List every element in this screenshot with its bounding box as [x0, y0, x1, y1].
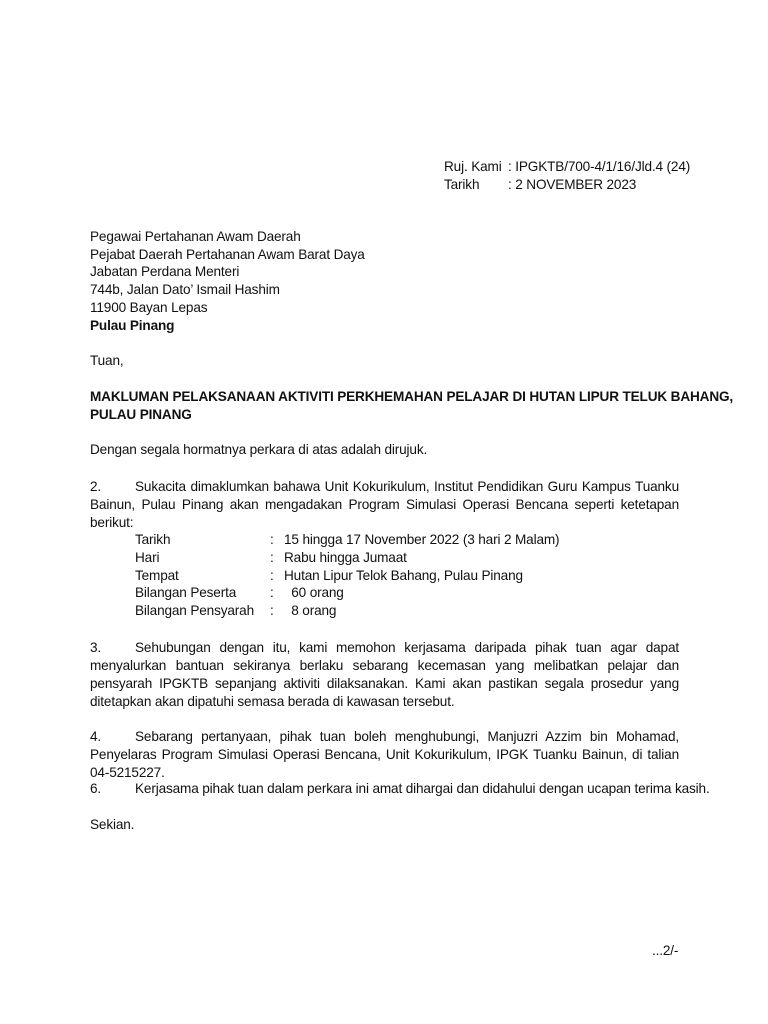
detail-row — [135, 531, 559, 549]
recipient-line-1: Pegawai Pertahanan Awam Daerah — [90, 229, 301, 244]
programme-details — [135, 531, 559, 620]
detail-key: Hari — [135, 549, 160, 565]
recipient-line-4: 744b, Jalan Dato’ Ismail Hashim — [90, 282, 280, 297]
paragraph-6 — [90, 781, 710, 796]
page-continuation-marker: ...2/- — [652, 943, 679, 958]
salutation: Tuan, — [90, 353, 124, 368]
detail-key: Tempat — [135, 567, 179, 583]
paragraph-3 — [90, 639, 679, 711]
tarikh-label: Tarikh — [444, 177, 480, 192]
paragraph-3-text: Sehubungan dengan itu, kami memohon kerjasama daripada pihak tuan agar dapat menyalurkan bantuan sekiranya berlaku sebarang kecemasan yang melibatkan pelajar dan pensyarah IPGKTB sepanjang aktiviti dilaksanakan. Kami akan pastikan segala prosedur yang ditetapkan akan dipatuhi semasa berada di kawasan tersebut. — [90, 640, 679, 709]
paragraph-6-number: 6. — [90, 781, 102, 796]
detail-row — [135, 567, 559, 585]
paragraph-2-number: 2. — [90, 479, 102, 494]
closing: Sekian. — [90, 817, 135, 832]
detail-value: 60 orang — [284, 585, 344, 601]
detail-row — [135, 584, 559, 602]
detail-separator: : — [270, 585, 274, 601]
ruj-value: : IPGKTB/700-4/1/16/Jld.4 (24) — [508, 159, 691, 174]
reference-tarikh — [444, 177, 636, 192]
recipient-state: Pulau Pinang — [90, 318, 175, 333]
paragraph-4-number: 4. — [90, 729, 102, 744]
opening-sentence: Dengan segala hormatnya perkara di atas adalah dirujuk. — [90, 442, 428, 457]
paragraph-3-number: 3. — [90, 640, 102, 655]
paragraph-4-text: Sebarang pertanyaan, pihak tuan boleh menghubungi, Manjuzri Azzim bin Mohamad, Penyelaras Program Simulasi Operasi Bencana, Unit Kokurikulum, IPGK Tuanku Bainun, di talian 04-5215227. — [90, 729, 679, 780]
subject-line-2: PULAU PINANG — [90, 407, 192, 422]
detail-row — [135, 549, 559, 567]
detail-row — [135, 602, 559, 620]
ruj-label: Ruj. Kami — [444, 159, 502, 174]
detail-separator: : — [270, 603, 274, 619]
tarikh-value: : 2 NOVEMBER 2023 — [508, 177, 637, 192]
detail-separator: : — [270, 567, 274, 583]
detail-separator: : — [270, 549, 274, 565]
reference-ruj — [444, 159, 690, 174]
recipient-line-2: Pejabat Daerah Pertahanan Awam Barat Daya — [90, 247, 365, 262]
paragraph-6-text: Kerjasama pihak tuan dalam perkara ini amat dihargai dan didahului dengan ucapan terima kasih. — [135, 781, 710, 796]
detail-value: 15 hingga 17 November 2022 (3 hari 2 Malam) — [284, 532, 560, 547]
recipient-line-3: Jabatan Perdana Menteri — [90, 264, 240, 279]
paragraph-2 — [90, 478, 679, 532]
detail-key: Tarikh — [135, 532, 171, 547]
detail-value: Rabu hingga Jumaat — [284, 549, 407, 565]
detail-value: Hutan Lipur Telok Bahang, Pulau Pinang — [284, 567, 523, 583]
paragraph-4 — [90, 728, 679, 782]
detail-value: 8 orang — [284, 603, 337, 619]
subject-line-1: MAKLUMAN PELAKSANAAN AKTIVITI PERKHEMAHAN PELAJAR DI HUTAN LIPUR TELUK BAHANG, — [90, 389, 734, 404]
paragraph-2-text: Sukacita dimaklumkan bahawa Unit Kokurikulum, Institut Pendidikan Guru Kampus Tuanku Bainun, Pulau Pinang akan mengadakan Program Simulasi Operasi Bencana seperti ketetapan berikut: — [90, 479, 679, 530]
detail-separator: : — [270, 532, 274, 547]
detail-key: Bilangan Peserta — [135, 585, 237, 601]
recipient-line-5: 11900 Bayan Lepas — [90, 300, 208, 315]
detail-key: Bilangan Pensyarah — [135, 603, 254, 619]
